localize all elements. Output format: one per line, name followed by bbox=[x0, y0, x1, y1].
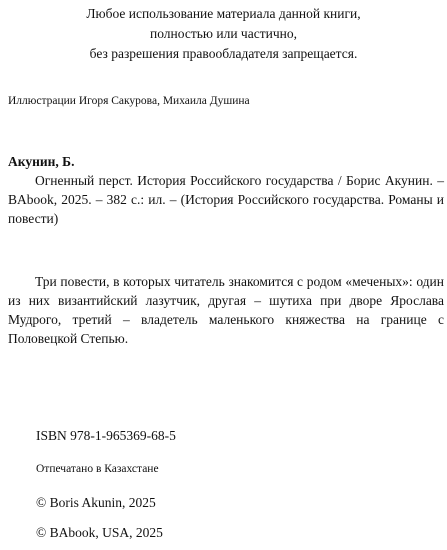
copyright-notice-line: без разрешения правообладателя запрещается. bbox=[89, 46, 358, 61]
illustrations-credit: Иллюстрации Игоря Сакурова, Михаила Душина bbox=[8, 95, 250, 107]
author-name: Акунин, Б. bbox=[8, 154, 75, 169]
isbn: ISBN 978-1-965369-68-5 bbox=[36, 428, 176, 443]
copyright-notice bbox=[0, 4, 447, 64]
book-annotation: Три повести, в которых читатель знакомится с родом «меченых»: один из них византийский лазутчик, другая – шутиха при дворе Ярослава Мудрого, третий – владетель маленького княжества на границе с Половецкой Степью. bbox=[8, 274, 444, 346]
printed-in: Отпечатано в Казахстане bbox=[36, 463, 159, 475]
copyright-notice-line: Любое использование материала данной книги, bbox=[86, 6, 361, 21]
bibliographic-record bbox=[8, 152, 444, 228]
copyright-notice-line: полностью или частично, bbox=[150, 26, 297, 41]
bibliographic-description: Огненный перст. История Российского государства / Борис Акунин. – BAbook, 2025. – 382 с.: ил. – (История Российского государства. Романы и повести) bbox=[8, 173, 444, 226]
copyright-author: © Boris Akunin, 2025 bbox=[36, 495, 156, 510]
copyright-publisher: © BAbook, USA, 2025 bbox=[36, 525, 163, 540]
